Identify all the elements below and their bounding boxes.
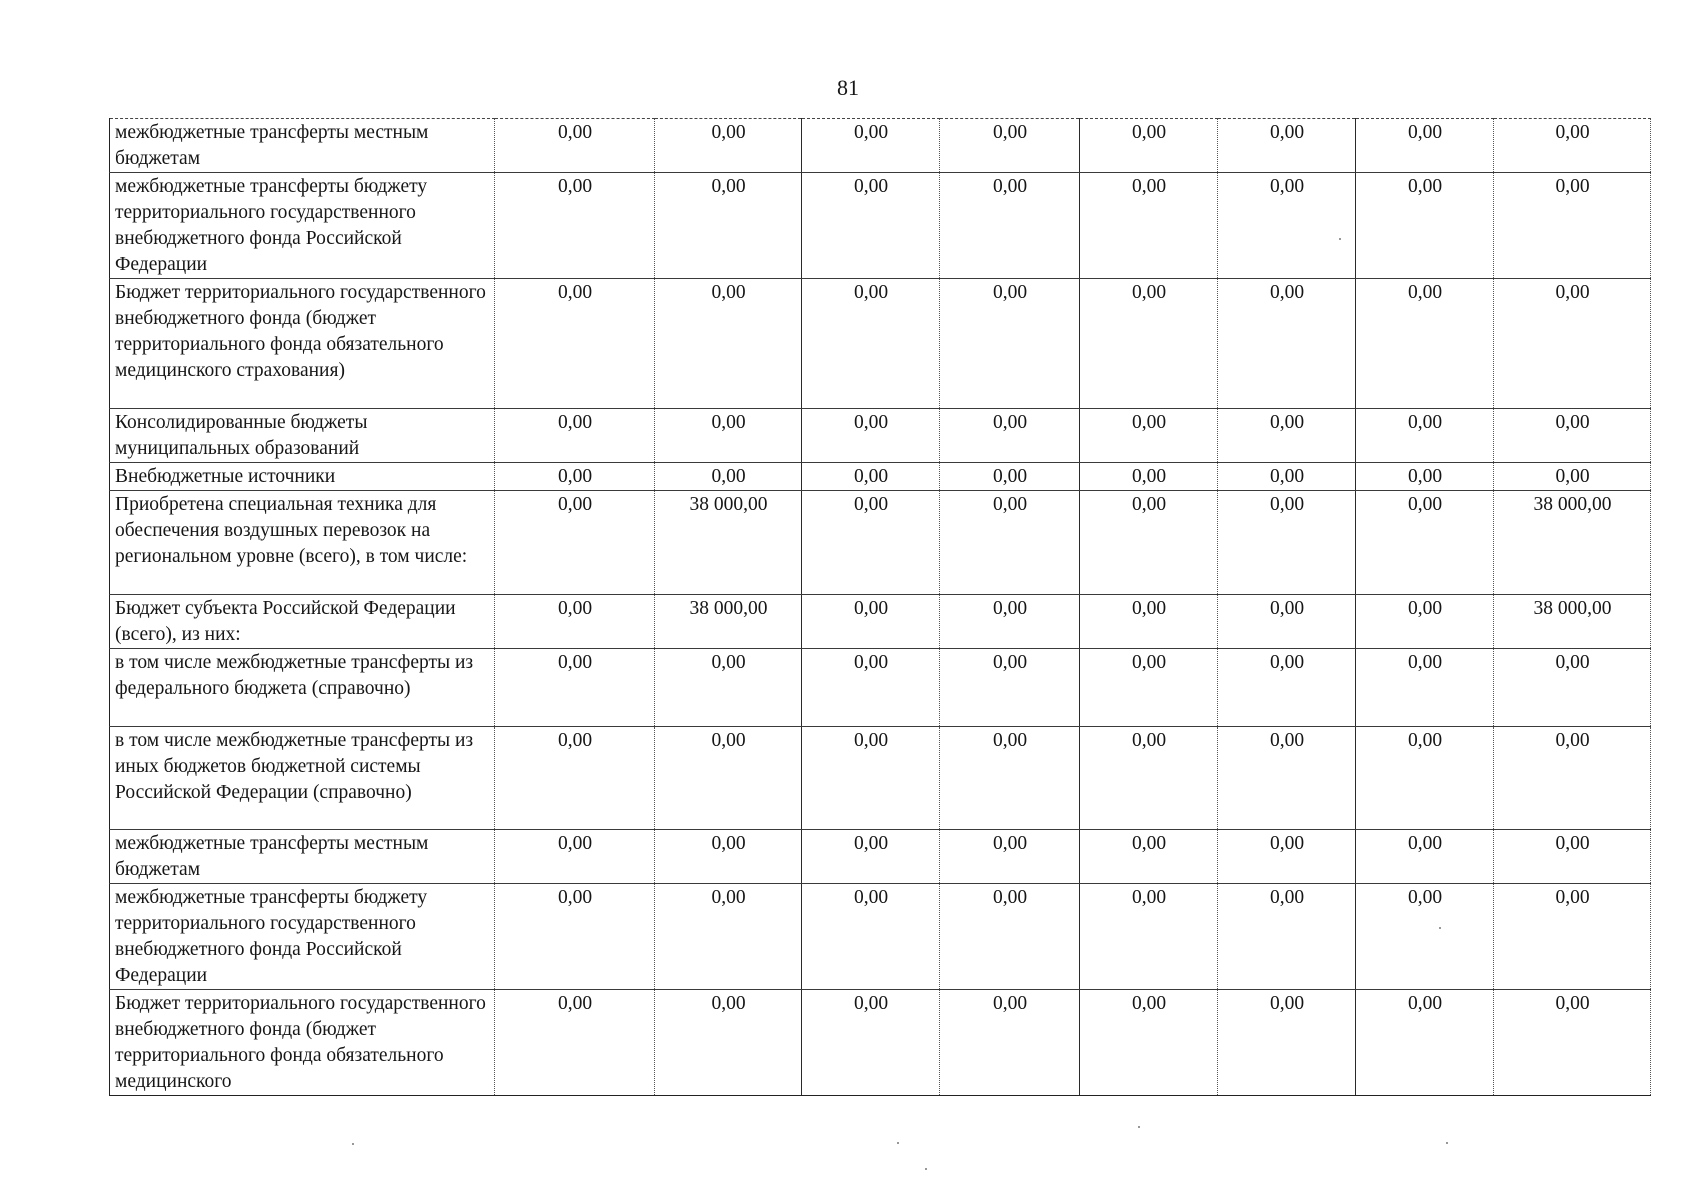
value-cell: 0,00 xyxy=(655,173,802,279)
value-cell: 0,00 xyxy=(802,173,940,279)
value-cell: 0,00 xyxy=(655,279,802,409)
value-cell: 0,00 xyxy=(940,830,1080,884)
value-cell: 0,00 xyxy=(940,279,1080,409)
value-cell: 0,00 xyxy=(1494,990,1651,1096)
value-cell: 0,00 xyxy=(1494,279,1651,409)
value-cell: 0,00 xyxy=(1080,409,1218,463)
value-cell: 0,00 xyxy=(495,830,655,884)
value-cell: 0,00 xyxy=(802,409,940,463)
value-cell: 0,00 xyxy=(802,595,940,649)
table-row xyxy=(110,491,1651,595)
value-cell: 0,00 xyxy=(940,119,1080,173)
value-cell: 0,00 xyxy=(495,595,655,649)
row-label: Бюджет территориального государственного внебюджетного фонда (бюджет территориального фонда обязательного медицинского страхования) xyxy=(110,279,495,409)
row-label: в том числе межбюджетные трансферты из федерального бюджета (справочно) xyxy=(110,649,495,727)
value-cell: 0,00 xyxy=(1218,409,1356,463)
value-cell: 0,00 xyxy=(802,990,940,1096)
budget-table xyxy=(109,118,1651,1096)
value-cell: 0,00 xyxy=(495,173,655,279)
table-row xyxy=(110,119,1651,173)
table-row xyxy=(110,279,1651,409)
value-cell: 38 000,00 xyxy=(655,595,802,649)
value-cell: 0,00 xyxy=(1080,884,1218,990)
value-cell: 0,00 xyxy=(940,727,1080,830)
value-cell: 0,00 xyxy=(802,727,940,830)
value-cell: 0,00 xyxy=(1218,884,1356,990)
value-cell: 0,00 xyxy=(940,649,1080,727)
row-label: межбюджетные трансферты местным бюджетам xyxy=(110,119,495,173)
value-cell: 0,00 xyxy=(495,463,655,491)
value-cell: 0,00 xyxy=(1080,990,1218,1096)
value-cell: 0,00 xyxy=(1356,595,1494,649)
value-cell: 0,00 xyxy=(1080,119,1218,173)
page-number: 81 xyxy=(837,75,859,100)
value-cell: 0,00 xyxy=(1218,727,1356,830)
row-label: межбюджетные трансферты местным бюджетам xyxy=(110,830,495,884)
row-label: межбюджетные трансферты бюджету территориального государственного внебюджетного фонда Российской Федерации xyxy=(110,884,495,990)
value-cell: 0,00 xyxy=(1494,119,1651,173)
value-cell: 0,00 xyxy=(1218,491,1356,595)
value-cell: 0,00 xyxy=(802,463,940,491)
row-label: Бюджет территориального государственного внебюджетного фонда (бюджет территориального фонда обязательного медицинского xyxy=(110,990,495,1096)
value-cell: 0,00 xyxy=(940,990,1080,1096)
value-cell: 0,00 xyxy=(1356,409,1494,463)
value-cell: 0,00 xyxy=(802,884,940,990)
value-cell: 0,00 xyxy=(1080,727,1218,830)
value-cell: 0,00 xyxy=(655,649,802,727)
value-cell: 0,00 xyxy=(1080,463,1218,491)
table-row xyxy=(110,990,1651,1096)
value-cell: 0,00 xyxy=(495,409,655,463)
value-cell: 0,00 xyxy=(802,279,940,409)
value-cell: 38 000,00 xyxy=(1494,595,1651,649)
value-cell: 0,00 xyxy=(940,884,1080,990)
value-cell: 0,00 xyxy=(1218,830,1356,884)
value-cell: 0,00 xyxy=(1494,649,1651,727)
value-cell: 0,00 xyxy=(1218,463,1356,491)
row-label: в том числе межбюджетные трансферты из иных бюджетов бюджетной системы Российской Федерации (справочно) xyxy=(110,727,495,830)
value-cell: 0,00 xyxy=(1356,649,1494,727)
table-row xyxy=(110,173,1651,279)
value-cell: 0,00 xyxy=(1494,727,1651,830)
value-cell: 38 000,00 xyxy=(1494,491,1651,595)
table-row xyxy=(110,409,1651,463)
value-cell: 0,00 xyxy=(655,463,802,491)
value-cell: 0,00 xyxy=(1356,463,1494,491)
value-cell: 0,00 xyxy=(1494,884,1651,990)
value-cell: 0,00 xyxy=(1080,491,1218,595)
value-cell: 0,00 xyxy=(802,830,940,884)
row-label: Внебюджетные источники xyxy=(110,463,495,491)
value-cell: 0,00 xyxy=(1494,463,1651,491)
row-label: межбюджетные трансферты бюджету территориального государственного внебюджетного фонда Российской Федерации xyxy=(110,173,495,279)
value-cell: 0,00 xyxy=(655,727,802,830)
table-row xyxy=(110,727,1651,830)
value-cell: 0,00 xyxy=(940,409,1080,463)
value-cell: 0,00 xyxy=(1356,279,1494,409)
row-label: Бюджет субъекта Российской Федерации (всего), из них: xyxy=(110,595,495,649)
value-cell: 0,00 xyxy=(1494,173,1651,279)
value-cell: 0,00 xyxy=(1356,491,1494,595)
value-cell: 0,00 xyxy=(1494,830,1651,884)
value-cell: 0,00 xyxy=(495,491,655,595)
value-cell: 0,00 xyxy=(1356,830,1494,884)
value-cell: 0,00 xyxy=(802,649,940,727)
value-cell: 0,00 xyxy=(940,463,1080,491)
value-cell: 0,00 xyxy=(1356,990,1494,1096)
value-cell: 0,00 xyxy=(1080,649,1218,727)
value-cell: 0,00 xyxy=(655,830,802,884)
value-cell: 0,00 xyxy=(495,990,655,1096)
value-cell: 0,00 xyxy=(495,884,655,990)
value-cell: 0,00 xyxy=(940,491,1080,595)
value-cell: 0,00 xyxy=(1218,119,1356,173)
value-cell: 0,00 xyxy=(1356,173,1494,279)
value-cell: 0,00 xyxy=(940,595,1080,649)
value-cell: 0,00 xyxy=(1218,595,1356,649)
value-cell: 0,00 xyxy=(655,409,802,463)
value-cell: 0,00 xyxy=(1218,990,1356,1096)
value-cell: 0,00 xyxy=(1218,279,1356,409)
row-label: Приобретена специальная техника для обеспечения воздушных перевозок на региональном уровне (всего), в том числе: xyxy=(110,491,495,595)
value-cell: 0,00 xyxy=(1080,830,1218,884)
value-cell: 0,00 xyxy=(1218,173,1356,279)
value-cell: 0,00 xyxy=(1356,119,1494,173)
value-cell: 0,00 xyxy=(1494,409,1651,463)
value-cell: 38 000,00 xyxy=(655,491,802,595)
row-label: Консолидированные бюджеты муниципальных образований xyxy=(110,409,495,463)
value-cell: 0,00 xyxy=(495,727,655,830)
value-cell: 0,00 xyxy=(1080,173,1218,279)
table-row xyxy=(110,595,1651,649)
value-cell: 0,00 xyxy=(1080,279,1218,409)
value-cell: 0,00 xyxy=(1080,595,1218,649)
value-cell: 0,00 xyxy=(495,119,655,173)
table-row xyxy=(110,884,1651,990)
value-cell: 0,00 xyxy=(1218,649,1356,727)
value-cell: 0,00 xyxy=(802,119,940,173)
value-cell: 0,00 xyxy=(655,990,802,1096)
value-cell: 0,00 xyxy=(495,649,655,727)
table-row xyxy=(110,830,1651,884)
value-cell: 0,00 xyxy=(655,884,802,990)
table-row xyxy=(110,463,1651,491)
value-cell: 0,00 xyxy=(802,491,940,595)
value-cell: 0,00 xyxy=(495,279,655,409)
value-cell: 0,00 xyxy=(940,173,1080,279)
table-row xyxy=(110,649,1651,727)
value-cell: 0,00 xyxy=(655,119,802,173)
value-cell: 0,00 xyxy=(1356,727,1494,830)
value-cell: 0,00 xyxy=(1356,884,1494,990)
